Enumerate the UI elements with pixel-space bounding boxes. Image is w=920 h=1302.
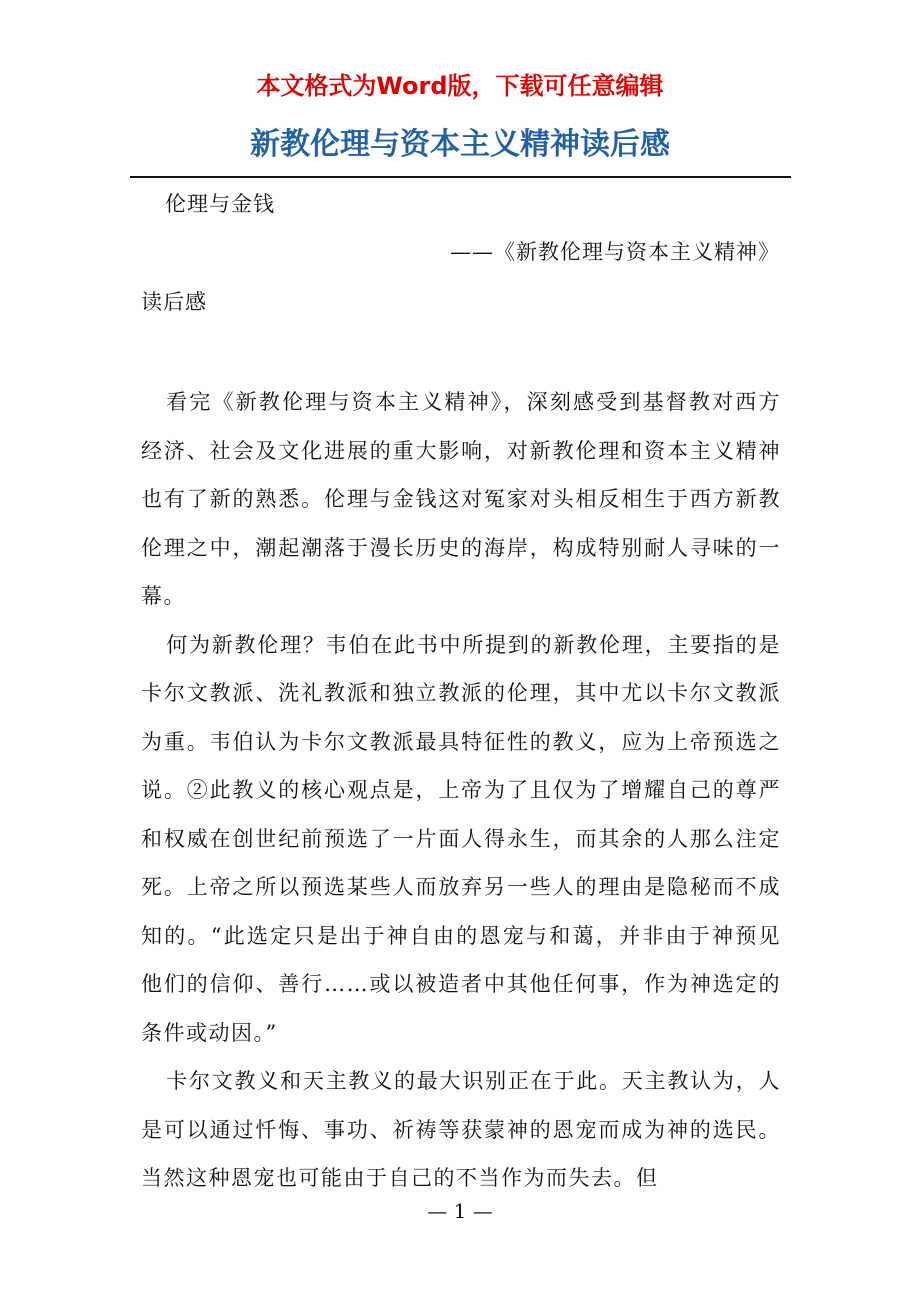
document-title: 新教伦理与资本主义精神读后感 bbox=[250, 127, 670, 162]
download-banner: 本文格式为Word版，下载可任意编辑 bbox=[256, 72, 664, 100]
page-number: — 1 — bbox=[427, 1199, 493, 1223]
document-body bbox=[141, 378, 781, 1203]
paragraph: 看完《新教伦理与资本主义精神》，深刻感受到基督教对西方经济、社会及文化进展的重大影响，对新教伦理和资本主义精神也有了新的熟悉。伦理与金钱这对冤家对头相反相生于西方新教伦理之中，潮起潮落于漫长历史的海岸，构成特别耐人寻味的一幕。 bbox=[141, 390, 781, 608]
section-heading: 伦理与金钱 bbox=[165, 192, 275, 216]
book-subtitle-tail: 读后感 bbox=[141, 290, 207, 314]
title-divider bbox=[130, 176, 791, 178]
paragraph: 何为新教伦理？韦伯在此书中所提到的新教伦理，主要指的是卡尔文教派、洗礼教派和独立教派的伦理，其中尤以卡尔文教派为重。韦伯认为卡尔文教派最具特征性的教义，应为上帝预选之说。②此教义的核心观点是，上帝为了且仅为了增耀自己的尊严和权威在创世纪前预选了一片面人得永生，而其余的人那么注定死。上帝之所以预选某些人而放弃另一些人的理由是隐秘而不成知的。“此选定只是出于神自由的恩宠与和蔼，并非由于神预见他们的信仰、善行……或以被造者中其他任何事，作为神选定的条件或动因。” bbox=[141, 632, 781, 1045]
book-subtitle: ——《新教伦理与资本主义精神》 bbox=[450, 240, 780, 264]
paragraph: 卡尔文教义和天主教义的最大识别正在于此。天主教认为，人是可以通过忏悔、事功、祈祷等获蒙神的恩宠而成为神的选民。当然这种恩宠也可能由于自己的不当作为而失去。但 bbox=[141, 1069, 781, 1190]
